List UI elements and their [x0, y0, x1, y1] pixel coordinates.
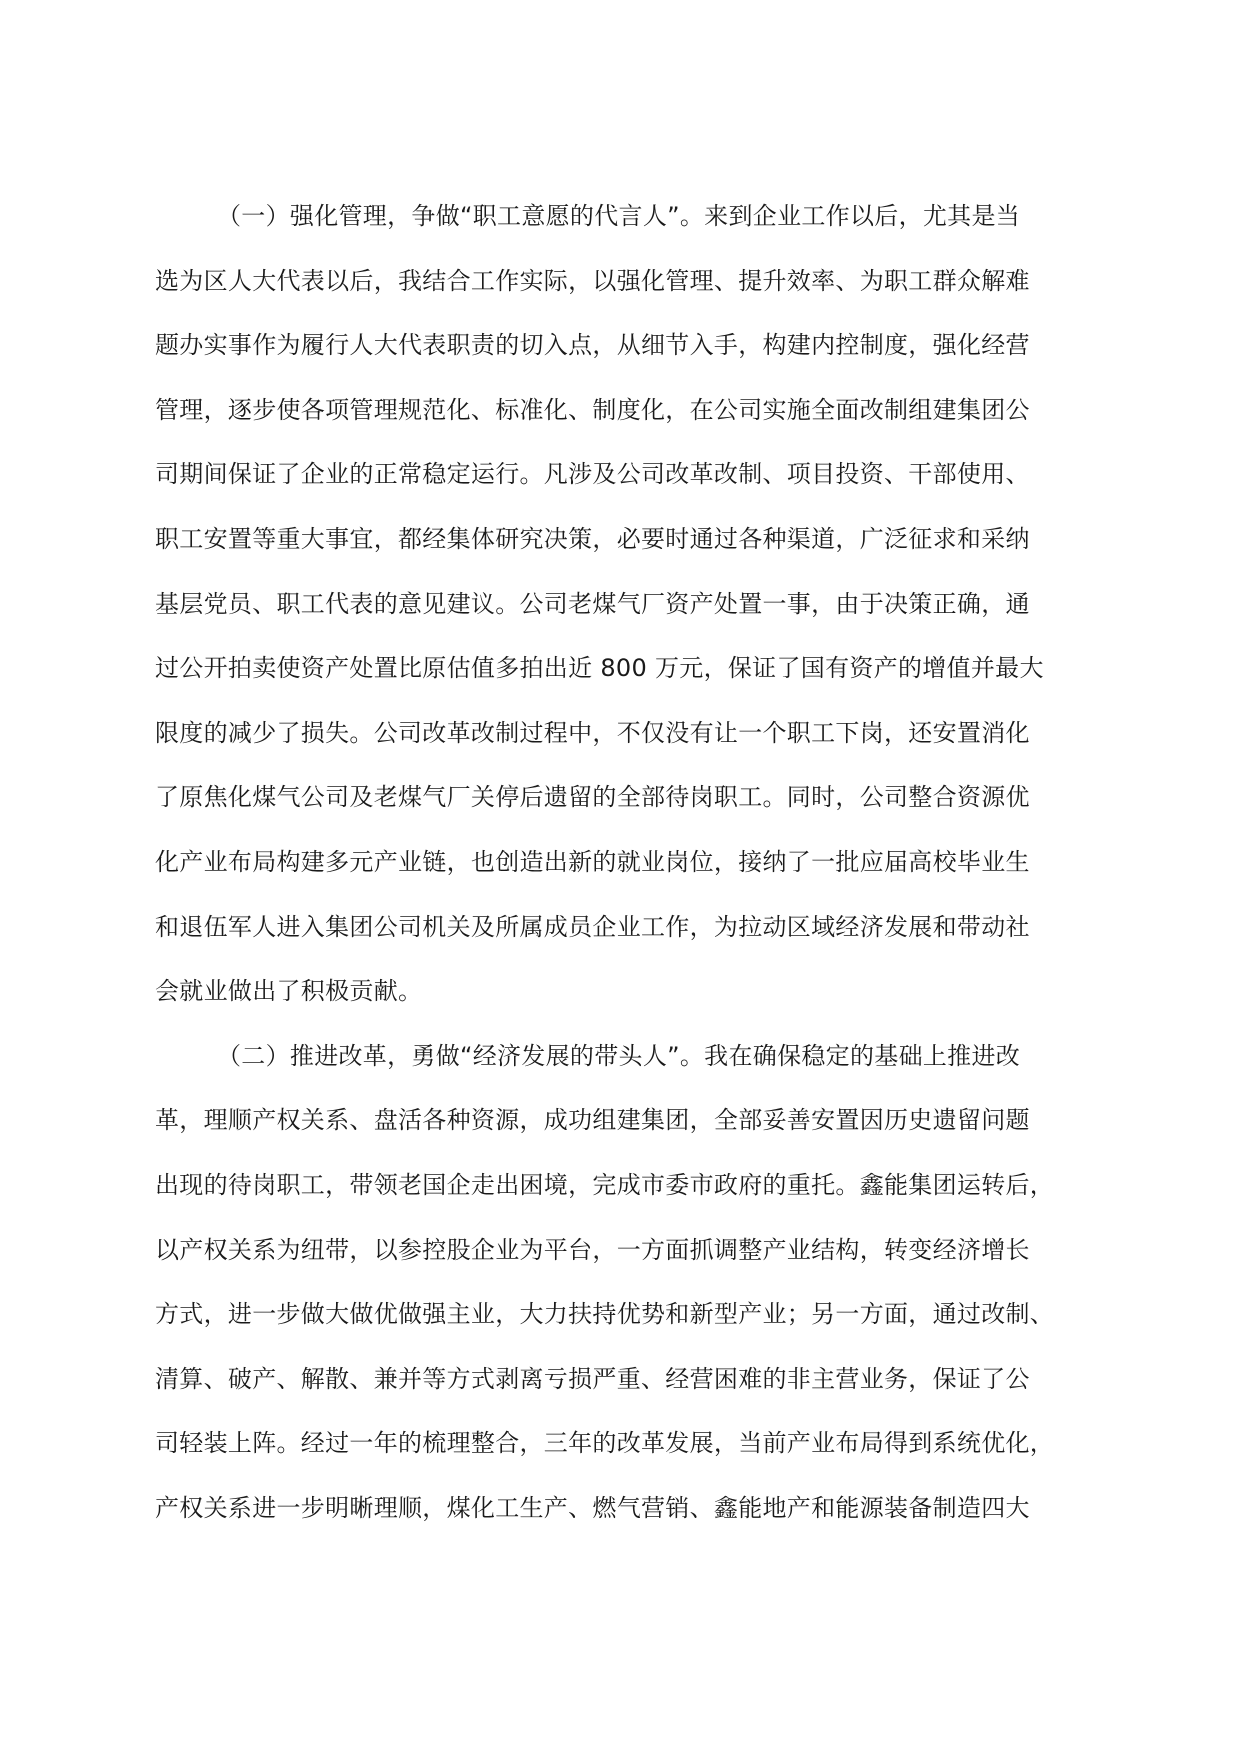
- paragraph-line: 化产业布局构建多元产业链，也创造出新的就业岗位，接纳了一批应届高校毕业生: [155, 847, 1030, 876]
- paragraph-line: （一）强化管理，争做“职工意愿的代言人”。来到企业工作以后，尤其是当: [217, 202, 1021, 230]
- paragraph-line: 题办实事作为履行人大代表职责的切入点，从细节入手，构建内控制度，强化经营: [155, 331, 1030, 360]
- paragraph-line: 以产权关系为纽带，以参控股企业为平台，一方面抓调整产业结构，转变经济增长: [155, 1235, 1030, 1264]
- paragraph-line: 了原焦化煤气公司及老煤气厂关停后遗留的全部待岗职工。同时，公司整合资源优: [155, 783, 1030, 812]
- paragraph-2: [155, 1024, 1085, 1541]
- paragraph-line: 职工安置等重大事宜，都经集体研究决策，必要时通过各种渠道，广泛征求和采纳: [155, 524, 1030, 553]
- paragraph-line: 过公开拍卖使资产处置比原估值多拍出近 800 万元，保证了国有资产的增值并最大: [155, 654, 1044, 683]
- document-body: [155, 184, 1085, 1540]
- paragraph-line: 和退伍军人进入集团公司机关及所属成员企业工作，为拉动区域经济发展和带动社: [155, 912, 1030, 941]
- paragraph-line: 限度的减少了损失。公司改革改制过程中，不仅没有让一个职工下岗，还安置消化: [155, 718, 1030, 747]
- paragraph-line: 产权关系进一步明晰理顺，煤化工生产、燃气营销、鑫能地产和能源装备制造四大: [155, 1493, 1030, 1522]
- paragraph-line: 方式，进一步做大做优做强主业，大力扶持优势和新型产业；另一方面，通过改制、: [155, 1300, 1055, 1329]
- paragraph-line: 选为区人大代表以后，我结合工作实际，以强化管理、提升效率、为职工群众解难: [155, 266, 1030, 295]
- paragraph-line: 革，理顺产权关系、盘活各种资源，成功组建集团，全部妥善安置因历史遗留问题: [155, 1106, 1030, 1135]
- paragraph-line: 会就业做出了积极贡献。: [155, 977, 423, 1006]
- paragraph-line: 司轻装上阵。经过一年的梳理整合，三年的改革发展，当前产业布局得到系统优化，: [155, 1429, 1055, 1458]
- paragraph-line: 清算、破产、解散、兼并等方式剥离亏损严重、经营困难的非主营业务，保证了公: [155, 1364, 1030, 1393]
- paragraph-line: 基层党员、职工代表的意见建议。公司老煤气厂资产处置一事，由于决策正确，通: [155, 589, 1030, 618]
- paragraph-line: 管理，逐步使各项管理规范化、标准化、制度化，在公司实施全面改制组建集团公: [155, 395, 1030, 424]
- paragraph-1: [155, 184, 1085, 1024]
- paragraph-line: （二）推进改革，勇做“经济发展的带头人”。我在确保稳定的基础上推进改: [217, 1041, 1021, 1070]
- paragraph-line: 司期间保证了企业的正常稳定运行。凡涉及公司改革改制、项目投资、干部使用、: [155, 460, 1030, 489]
- paragraph-line: 出现的待岗职工，带领老国企走出困境，完成市委市政府的重托。鑫能集团运转后，: [155, 1170, 1055, 1199]
